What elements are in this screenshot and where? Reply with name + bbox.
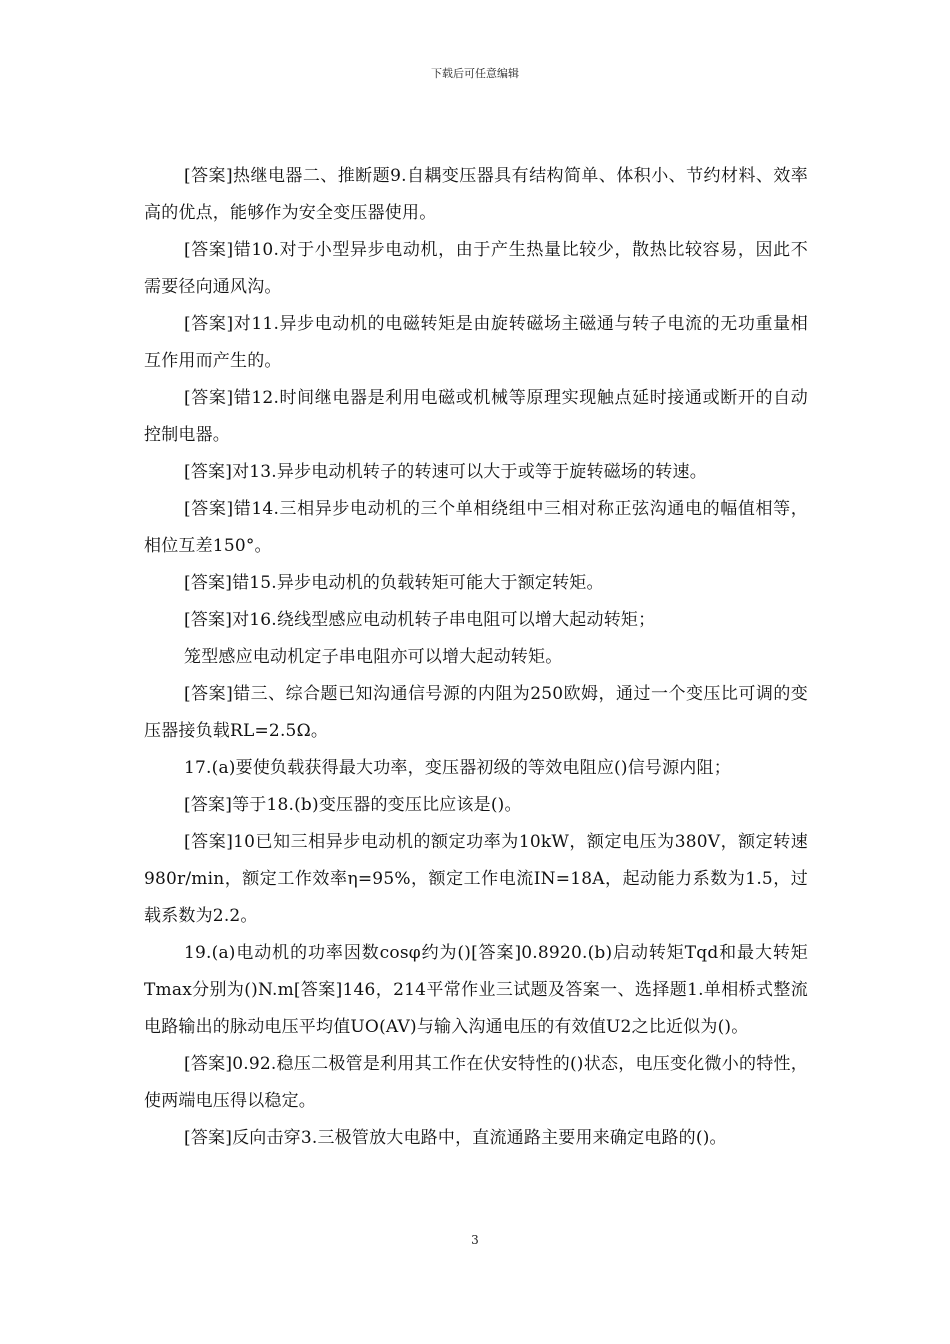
paragraph: 17.(a)要使负载获得最大功率，变压器初级的等效电阻应()信号源内阻； bbox=[184, 758, 731, 778]
paragraph: [答案]错15.异步电动机的负载转矩可能大于额定转矩。 bbox=[184, 573, 604, 593]
paragraph: [答案]对11.异步电动机的电磁转矩是由旋转磁场主磁通与转子电流的无功重量相互作用而产生的。 bbox=[144, 314, 808, 371]
paragraph: [答案]等于18.(b)变压器的变压比应该是()。 bbox=[184, 795, 522, 815]
paragraph: [答案]错10.对于小型异步电动机，由于产生热量比较少，散热比较容易，因此不需要径向通风沟。 bbox=[144, 240, 808, 297]
document-body bbox=[144, 158, 808, 1157]
paragraph: 19.(a)电动机的功率因数cosφ约为()[答案]0.8920.(b)启动转矩Tqd和最大转矩Tmax分别为()N.m[答案]146，214平常作业三试题及答案一、选择题1.单相桥式整流电路输出的脉动电压平均值UO(AV)与输入沟通电压的有效值U2之比近似为()。 bbox=[144, 943, 808, 1037]
paragraph: [答案]反向击穿3.三极管放大电路中，直流通路主要用来确定电路的()。 bbox=[184, 1128, 727, 1148]
page-number: 3 bbox=[471, 1233, 479, 1247]
paragraph: [答案]错12.时间继电器是利用电磁或机械等原理实现触点延时接通或断开的自动控制电器。 bbox=[144, 388, 808, 445]
paragraph: [答案]对13.异步电动机转子的转速可以大于或等于旋转磁场的转速。 bbox=[184, 462, 707, 482]
paragraph: [答案]10已知三相异步电动机的额定功率为10kW，额定电压为380V，额定转速980r/min，额定工作效率η=95%，额定工作电流IN=18A，起动能力系数为1.5，过载系数为2.2。 bbox=[144, 832, 808, 926]
page-header: 下载后可任意编辑 bbox=[431, 67, 519, 80]
paragraph: [答案]错三、综合题已知沟通信号源的内阻为250欧姆，通过一个变压比可调的变压器接负载RL=2.5Ω。 bbox=[144, 684, 808, 741]
paragraph: [答案]对16.绕线型感应电动机转子串电阻可以增大起动转矩； bbox=[184, 610, 656, 630]
paragraph: [答案]0.92.稳压二极管是利用其工作在伏安特性的()状态，电压变化微小的特性，使两端电压得以稳定。 bbox=[144, 1054, 808, 1111]
paragraph: 笼型感应电动机定子串电阻亦可以增大起动转矩。 bbox=[184, 647, 563, 667]
paragraph: [答案]错14.三相异步电动机的三个单相绕组中三相对称正弦沟通电的幅值相等，相位互差150°。 bbox=[144, 499, 808, 556]
paragraph: [答案]热继电器二、推断题9.自耦变压器具有结构简单、体积小、节约材料、效率高的优点，能够作为安全变压器使用。 bbox=[144, 166, 808, 223]
